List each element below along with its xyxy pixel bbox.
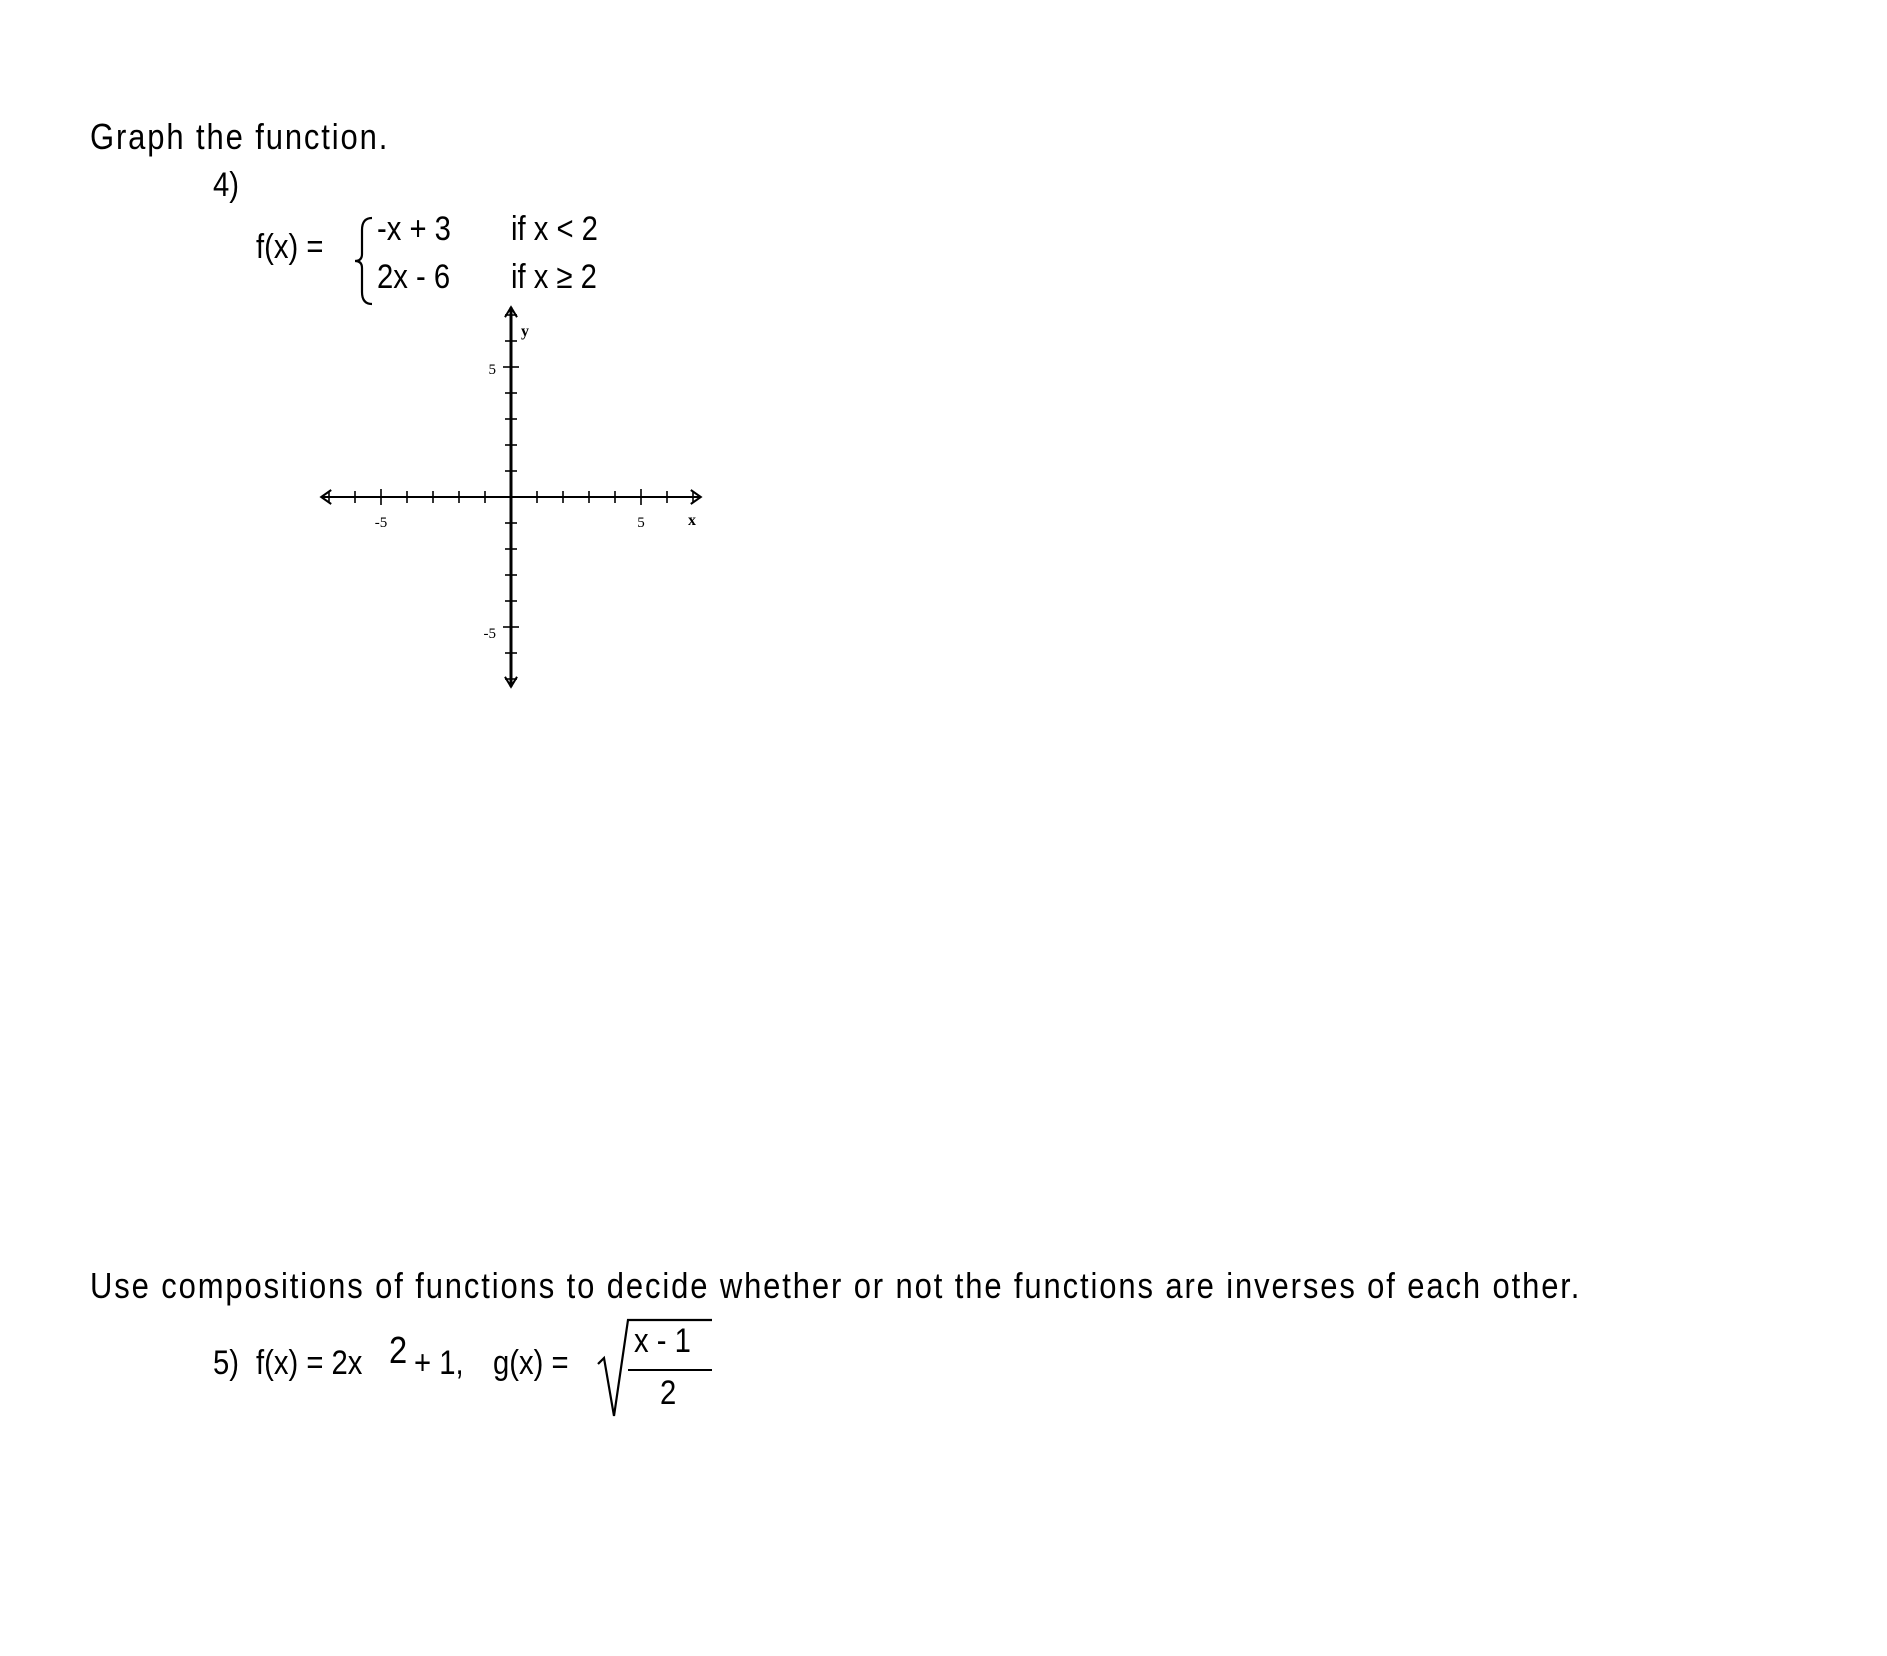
g-numerator: x - 1	[634, 1322, 691, 1360]
x-axis-label: x	[688, 512, 696, 529]
instruction-compositions: Use compositions of functions to decide whether or not the functions are inverses of each other.	[90, 1265, 1582, 1306]
piecewise-lhs: f(x) =	[256, 228, 324, 266]
f-exponent: 2	[389, 1330, 408, 1372]
f-definition-suffix: + 1,	[414, 1344, 464, 1382]
x-tick-label-5: 5	[637, 515, 645, 531]
piece-1-condition: if x < 2	[511, 210, 598, 248]
g-definition-prefix: g(x) =	[493, 1344, 569, 1382]
piece-1-expr: -x + 3	[377, 210, 451, 248]
y-tick-label-5: 5	[488, 362, 496, 378]
g-denominator: 2	[660, 1374, 677, 1412]
problem-number-4: 4)	[213, 166, 240, 204]
f-definition-prefix: f(x) = 2x	[256, 1344, 363, 1382]
graph-axes	[321, 307, 701, 687]
piece-2-condition: if x ≥ 2	[511, 258, 597, 296]
problem-number-5: 5)	[213, 1344, 240, 1382]
y-axis-label: y	[521, 323, 529, 340]
y-tick-label-neg5: -5	[483, 626, 496, 642]
x-tick-label-neg5: -5	[374, 515, 388, 531]
piece-2-expr: 2x - 6	[377, 258, 451, 296]
instruction-graph: Graph the function.	[90, 116, 390, 157]
